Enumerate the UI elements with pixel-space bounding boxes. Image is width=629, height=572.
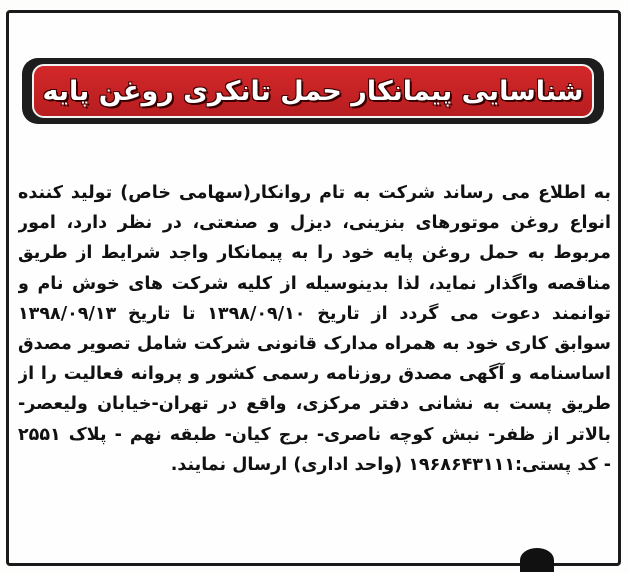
- body-line: به اطلاع می رساند شرکت به تام روانکار(سهامی خاص) تولید کننده: [18, 183, 611, 203]
- body-line: اساسنامه و آگهی مصدق روزنامه رسمی کشور و پروانه فعالیت را از: [18, 364, 611, 385]
- body-line: انواع روغن موتورهای بنزینی، دیزل و صنعتی، در نظر دارد، امور: [18, 213, 611, 234]
- ad-body: [18, 178, 611, 480]
- corner-ink-mark: [520, 548, 554, 572]
- body-line: سوابق کاری خود به همراه مدارک قانونی شرکت شامل تصویر مصدق: [18, 333, 611, 354]
- body-line: طریق پست به نشانی دفتر مرکزی، واقع در تهران-خیابان ولیعصر-: [18, 394, 611, 415]
- body-line: مربوط به حمل روغن پایه خود را به پیمانکار واجد شرایط از طریق: [18, 243, 611, 264]
- body-line: توانمند دعوت می گردد از تاریخ ۱۳۹۸/۰۹/۱۰ تا تاریخ ۱۳۹۸/۰۹/۱۳: [18, 303, 611, 324]
- ad-title: شناسایی پیمانکار حمل تانکری روغن پایه: [42, 75, 584, 107]
- title-banner: [32, 64, 594, 118]
- body-line: بالاتر از ظفر- نبش کوچه ناصری- برج کیان- طبقه نهم - پلاک ۲۵۵۱: [18, 424, 611, 445]
- body-line: مناقصه واگذار نماید، لذا بدینوسیله از کلیه شرکت های خوش نام و: [18, 273, 611, 294]
- body-line: - کد پستی:۱۹۶۸۶۴۳۱۱۱ (واحد اداری) ارسال نمایند.: [170, 454, 611, 475]
